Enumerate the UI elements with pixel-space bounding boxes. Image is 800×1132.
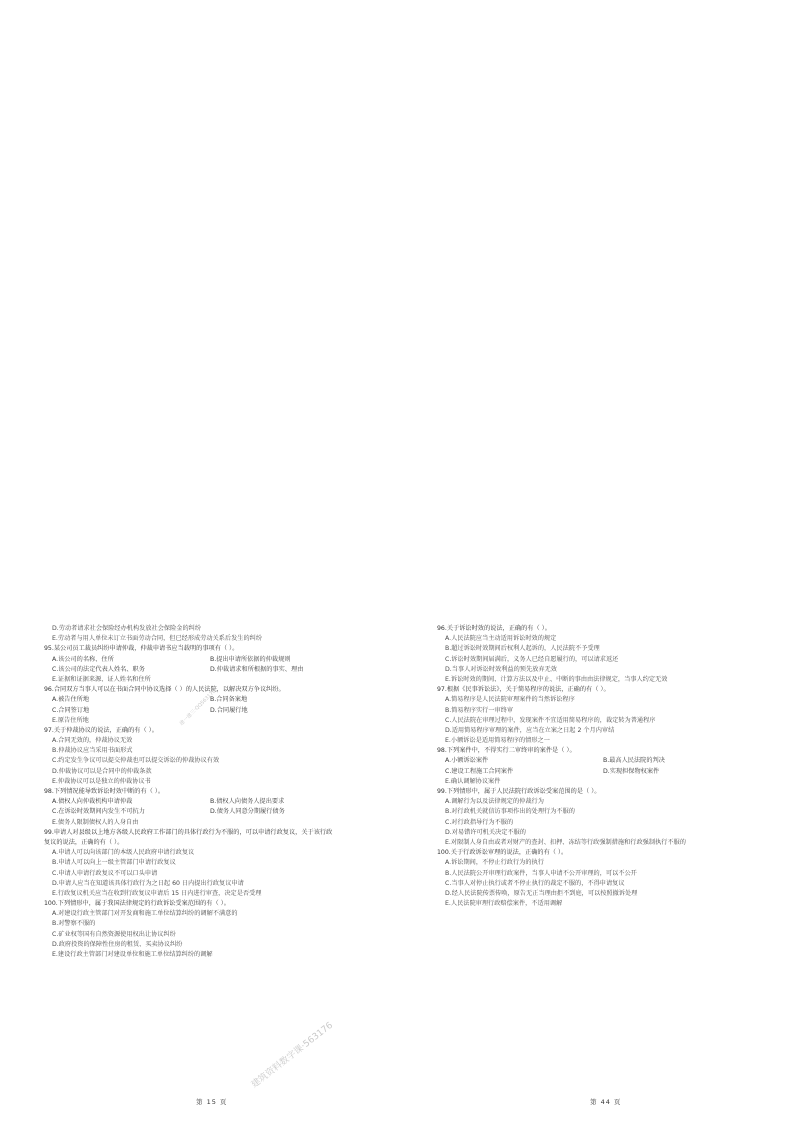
option-text: A.债权人向仲裁机构申请仲裁	[52, 798, 133, 806]
option-text: C.人民法院在审理过程中，发现案件不宜适用简易程序的，裁定转为普通程序	[445, 716, 656, 724]
option-text: E.证据和证据来源、证人姓名和住所	[52, 675, 151, 683]
option-text: A.调解行为以及法律规定的仲裁行为	[445, 798, 544, 806]
right-page-content	[437, 624, 767, 909]
option-text: D.申请人应当在知道该具体行政行为之日起 60 日内提出行政复议申请	[52, 879, 244, 887]
option-pair	[44, 695, 394, 705]
option-pair	[437, 756, 767, 766]
option-text: D.对易错许可机关决定不服的	[445, 828, 526, 836]
option-text: C.合同签订地	[52, 706, 90, 714]
option-text: E.债务人限制债权人的人身自由	[52, 818, 139, 826]
option-pair	[44, 797, 394, 807]
option-text: E.劳动者与用人单位未订立书面劳动合同，但已经形成劳动关系后发生的纠纷	[52, 635, 263, 643]
option-text: B.人民法院公开审理行政案件，当事人申请不公开审理的，可以不公开	[445, 869, 637, 877]
option-pair	[44, 655, 394, 665]
right-page-number: 第 44 页	[590, 1098, 622, 1106]
question-text: 100.关于行政诉讼审理的说法，正确的有（ ）。	[437, 849, 568, 857]
option-text: E.对限制人身自由或者对财产的查封、扣押、冻结等行政强制措施和行政强制执行不服的	[445, 838, 686, 846]
option-text: D.政府投资的保障性住房的租赁、买卖协议纠纷	[52, 940, 183, 948]
option-text: C.诉讼时效期间届满后，义务人已经自愿履行的，可以请求返还	[445, 655, 619, 663]
option-text: C.矿业权等国有自然资源使用权出让协议纠纷	[52, 930, 176, 938]
option-text: B.申请人可以向上一级主管部门申请行政复议	[52, 859, 176, 867]
option-text: E.原告住所地	[52, 716, 89, 724]
option-text: E.行政复议机关应当在收到行政复议申请后 15 日内进行审查，决定是否受理	[52, 889, 262, 897]
question-text: 96.关于诉讼时效的说法，正确的有（ ）。	[437, 625, 551, 632]
option-pair	[44, 807, 394, 817]
question-text: 96.合同双方当事人可以在书面合同中协议选择（ ）的人民法院，以解决双方争议纠纷。	[44, 686, 285, 694]
watermark-small: 建一建三·QQ563176	[178, 688, 218, 727]
option-text: C.该公司的法定代表人姓名、职务	[52, 665, 145, 673]
question-text: 95.某公司员工裁员纠纷申请仲裁，仲裁申请书应当载明的事项有（ ）。	[44, 645, 239, 653]
option-text: C.约定发生争议可以提交仲裁也可以提交诉讼的仲裁协议有效	[52, 757, 220, 765]
option-text: C.在诉讼时效期间内发生不可抗力	[52, 808, 145, 816]
option-text: A.小额诉讼案件	[445, 757, 489, 765]
option-text: C.申请人申请行政复议不可以口头申请	[52, 869, 158, 877]
question-text: 97.关于仲裁协议的说法，正确的有（ ）。	[44, 726, 158, 734]
option-text: A.简易程序是人民法院审理案件的当然诉讼程序	[445, 696, 575, 704]
question-text: 98.下列案件中，不得实行二审终审的案件是（ ）。	[437, 747, 576, 755]
option-text: E.小额诉讼是适用简易程序的情形之一	[445, 737, 550, 745]
option-text: D.劳动者请求社会保险经办机构发放社会保险金的纠纷	[52, 625, 202, 632]
question-text: 99.下列情形中，属于人民法院行政诉讼受案范围的是（ ）。	[437, 788, 601, 795]
option-text: B.提出申请所依据的仲裁规则	[210, 655, 291, 663]
watermark-large: 建筑资料数字课·563176	[249, 1020, 335, 1091]
option-text: A.诉讼期间，不停止行政行为的执行	[445, 859, 544, 867]
option-text: A.被告住所地	[52, 696, 90, 704]
question-text: 复议的说法，正确的有（ ）。	[44, 838, 124, 846]
option-text: A.对建设行政主管部门对开发商和施工单位结算纠纷的调解不满意的	[52, 910, 238, 918]
option-text: D.仲裁协议可以是合同中的仲裁条款	[52, 767, 152, 775]
question-text: 97.根据《民事诉讼法》，关于简易程序的说法，正确的有（ ）。	[437, 686, 610, 694]
option-text: B.仲裁协议应当采用书面形式	[52, 747, 133, 755]
option-text: A.申请人可以向该部门的本级人民政府申请行政复议	[52, 849, 195, 857]
question-text: 98.下列情况能导致诉讼时效中断的有（ ）。	[44, 788, 165, 795]
option-text: B.对警察不服的	[52, 920, 96, 928]
option-pair	[437, 767, 767, 777]
left-page-content	[44, 624, 394, 960]
option-text: B.债权人向债务人提出要求	[210, 798, 285, 806]
option-pair	[44, 706, 394, 716]
option-text: B.合同备案地	[210, 696, 248, 704]
question-text: 99.申请人对县级以上地方各级人民政府工作部门的具体行政行为不服的，可以申请行政复议，关于该行政	[44, 828, 333, 836]
option-text: D.当事人对诉讼时效利益的预先放弃无效	[445, 665, 557, 673]
option-text: E.诉讼时效的期间、计算方法以及中止、中断的事由由法律规定，当事人约定无效	[445, 675, 668, 683]
option-text: E.建设行政主管部门对建设单位和施工单位结算纠纷的调解	[52, 951, 213, 958]
option-text: E.仲裁协议可以是独立的仲裁协议书	[52, 777, 151, 785]
option-text: C.当事人对停止执行或者不停止执行的裁定不服的，不得申请复议	[445, 879, 625, 887]
option-text: A.人民法院应当主动适用诉讼时效的规定	[445, 635, 557, 643]
option-text: B.简易程序实行一审终审	[445, 706, 514, 714]
option-text: A.合同无效的，仲裁协议无效	[52, 737, 133, 745]
option-text: D.经人民法院传票传唤，原告无正当理由拒不到庭，可以按照撤诉处理	[445, 889, 638, 897]
left-page-number: 第 15 页	[196, 1098, 228, 1106]
option-text: D.合同履行地	[210, 706, 248, 714]
option-text: B.最高人民法院的判决	[603, 757, 665, 765]
option-text: E.确认调解协议案件	[445, 777, 501, 785]
option-text: D.仲裁请求和所根据的事实、理由	[210, 665, 304, 673]
option-text: A.该公司的名称、住所	[52, 655, 114, 663]
option-text: B.对行政机关就信访事项作出的处理行为不服的	[445, 808, 575, 816]
option-text: B.超过诉讼时效期间后权利人起诉的，人民法院不予受理	[445, 645, 600, 653]
option-text: D.债务人同意分期履行债务	[210, 808, 285, 816]
option-pair	[44, 665, 394, 675]
option-text: D.实现担保物权案件	[603, 767, 660, 775]
option-text: C.建设工程施工合同案件	[445, 767, 514, 775]
option-text: E.人民法院审理行政赔偿案件，不适用调解	[445, 900, 563, 908]
question-text: 100.下列情形中，属于我国法律规定的行政诉讼受案范围的有（ ）。	[44, 900, 230, 908]
option-text: D.适用简易程序审理的案件，应当在立案之日起 2 个月内审结	[445, 726, 615, 734]
option-text: C.对行政指导行为不服的	[445, 818, 514, 826]
